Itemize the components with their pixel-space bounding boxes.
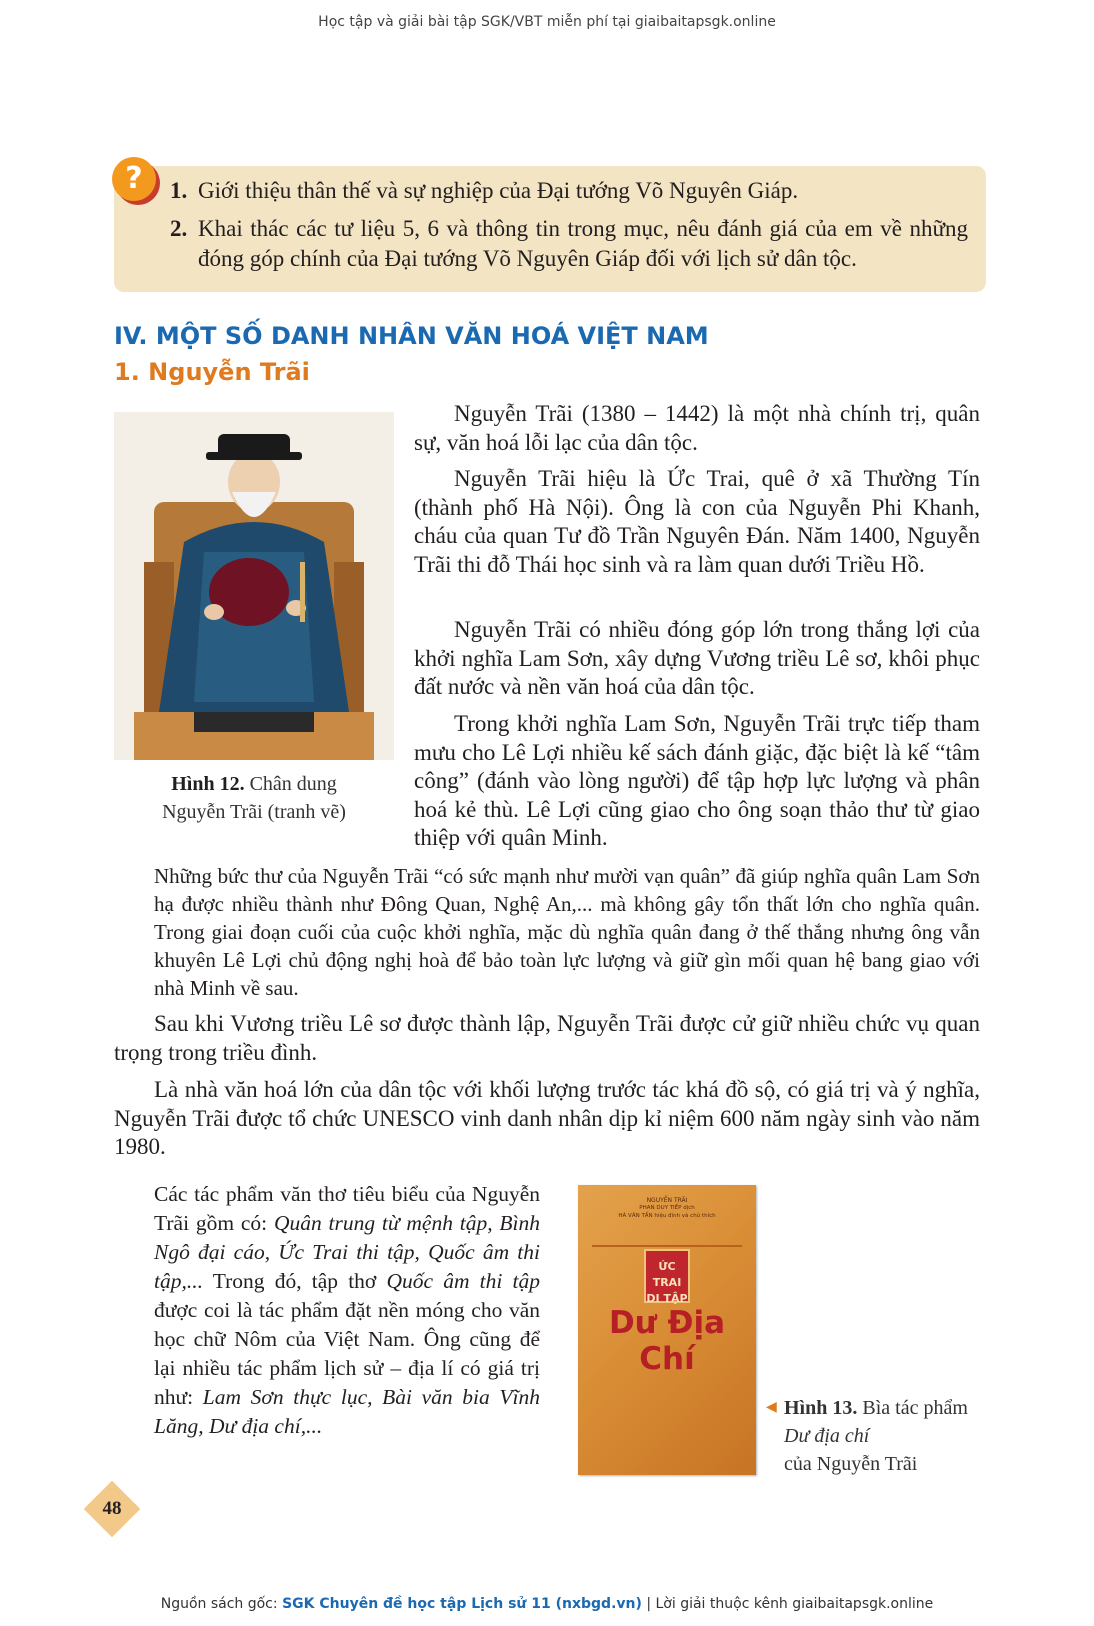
paragraph-5: Những bức thư của Nguyễn Trãi “có sức mạnh như mười vạn quân” đã giúp nghĩa quân Lam Sơn hạ được nhiều thành như Đông Quan, Nghệ An,... mà không gây tổn thất lớn cho nghĩa quân. Trong giai đoạn cuối của cuộc khởi nghĩa, mặc dù nghĩa quân đang ở thế thắng nhưng ông vẫn khuyên Lê Lợi chủ động nghị hoà để bảo toàn lực lượng và giữ gìn mối quan hệ bang giao với nhà Minh về sau. <box>154 864 980 1000</box>
page-number: 48 <box>102 1498 122 1519</box>
paragraph-3: Nguyễn Trãi có nhiều đóng góp lớn trong thắng lợi của khởi nghĩa Lam Sơn, xây dựng Vương triều Lê sơ, khôi phục đất nước và nền văn hoá của dân tộc. <box>414 617 980 700</box>
question-mark-icon: ? <box>112 157 156 201</box>
caret-left-icon: ◀ <box>766 1400 777 1415</box>
question-item-1: 1. Giới thiệu thân thế và sự nghiệp của Đại tướng Võ Nguyên Giáp. <box>170 176 970 206</box>
works-paragraph: Các tác phẩm văn thơ tiêu biểu của Nguyễn Trãi gồm có: Quân trung từ mệnh tập, Bình Ngô đại cáo, Ức Trai thi tập, Quốc âm thi tập,... Trong đó, tập thơ Quốc âm thi tập được coi là tác phẩm đặt nền móng cho văn học chữ Nôm của Việt Nam. Ông cũng để lại nhiều tác phẩm lịch sử – địa lí có giá trị như: Lam Sơn thực lục, Bài văn bia Vĩnh Lăng, Dư địa chí,... <box>154 1182 541 1438</box>
question-text-2: Khai thác các tư liệu 5, 6 và thông tin trong mục, nêu đánh giá của em về những đóng góp chính của Đại tướng Võ Nguyên Giáp đối với lịch sử dân tộc. <box>198 216 968 271</box>
book-ornament <box>592 1245 742 1247</box>
paragraph-7: Là nhà văn hoá lớn của dân tộc với khối lượng trước tác khá đồ sộ, có giá trị và ý nghĩa, Nguyễn Trãi được tổ chức UNESCO vinh danh nhân dịp kỉ niệm 600 năm ngày sinh vào năm 1980. <box>114 1077 980 1160</box>
book-cover-du-dia-chi: NGUYỄN TRÃI PHAN DUY TIẾP dịch HÀ VĂN TẤN hiệu đính và chú thích ỨC TRAI DI TẬP Dư Địa Chí <box>578 1185 756 1475</box>
book-title: Dư Địa Chí <box>608 1305 726 1377</box>
portrait-nguyen-trai <box>114 412 394 760</box>
figure-13-caption: ◀ Hình 13. Bìa tác phẩm Dư địa chí của Nguyễn Trãi <box>784 1394 968 1478</box>
footer-source-link[interactable]: SGK Chuyên đề học tập Lịch sử 11 (nxbgd.vn) <box>282 1596 642 1612</box>
question-item-2: 2. Khai thác các tư liệu 5, 6 và thông tin trong mục, nêu đánh giá của em về những đóng góp chính của Đại tướng Võ Nguyên Giáp đối với lịch sử dân tộc. <box>170 214 970 274</box>
figure-12-caption: Hình 12. Chân dung Nguyễn Trãi (tranh vẽ) <box>162 773 346 823</box>
header-note: Học tập và giải bài tập SGK/VBT miễn phí tại giaibaitapsgk.online <box>318 14 776 30</box>
book-seal: ỨC TRAI DI TẬP <box>644 1249 690 1303</box>
question-text-1: Giới thiệu thân thế và sự nghiệp của Đại tướng Võ Nguyên Giáp. <box>198 178 799 203</box>
paragraph-6: Sau khi Vương triều Lê sơ được thành lập, Nguyễn Trãi được cử giữ nhiều chức vụ quan trọng trong triều đình. <box>114 1011 980 1065</box>
figure-12-label: Hình 12. <box>171 773 245 795</box>
paragraph-4: Trong khởi nghĩa Lam Sơn, Nguyễn Trãi trực tiếp tham mưu cho Lê Lợi nhiều kế sách đánh giặc, đặc biệt là kế “tâm công” (đánh vào lòng người) để tập hợp lực lượng và phân hoá kẻ thù. Lê Lợi cũng giao cho ông soạn thảo thư từ giao thiệp với quân Minh. <box>414 711 980 851</box>
paragraph-2: Nguyễn Trãi hiệu là Ức Trai, quê ở xã Thường Tín (thành phố Hà Nội). Ông là con của Nguyễn Phi Khanh, cháu của quan Tư đồ Trần Nguyên Đán. Năm 1400, Nguyễn Trãi thi đỗ Thái học sinh và ra làm quan dưới Triều Hồ. <box>414 466 980 577</box>
section-title: IV. MỘT SỐ DANH NHÂN VĂN HOÁ VIỆT NAM <box>114 322 709 350</box>
subsection-title: 1. Nguyễn Trãi <box>114 358 310 386</box>
footer: Nguồn sách gốc: SGK Chuyên đề học tập Lịch sử 11 (nxbgd.vn) | Lời giải thuộc kênh giaibaitapsgk.online <box>160 1596 934 1612</box>
paragraph-1: Nguyễn Trãi (1380 – 1442) là một nhà chính trị, quân sự, văn hoá lỗi lạc của dân tộc. <box>414 401 980 455</box>
